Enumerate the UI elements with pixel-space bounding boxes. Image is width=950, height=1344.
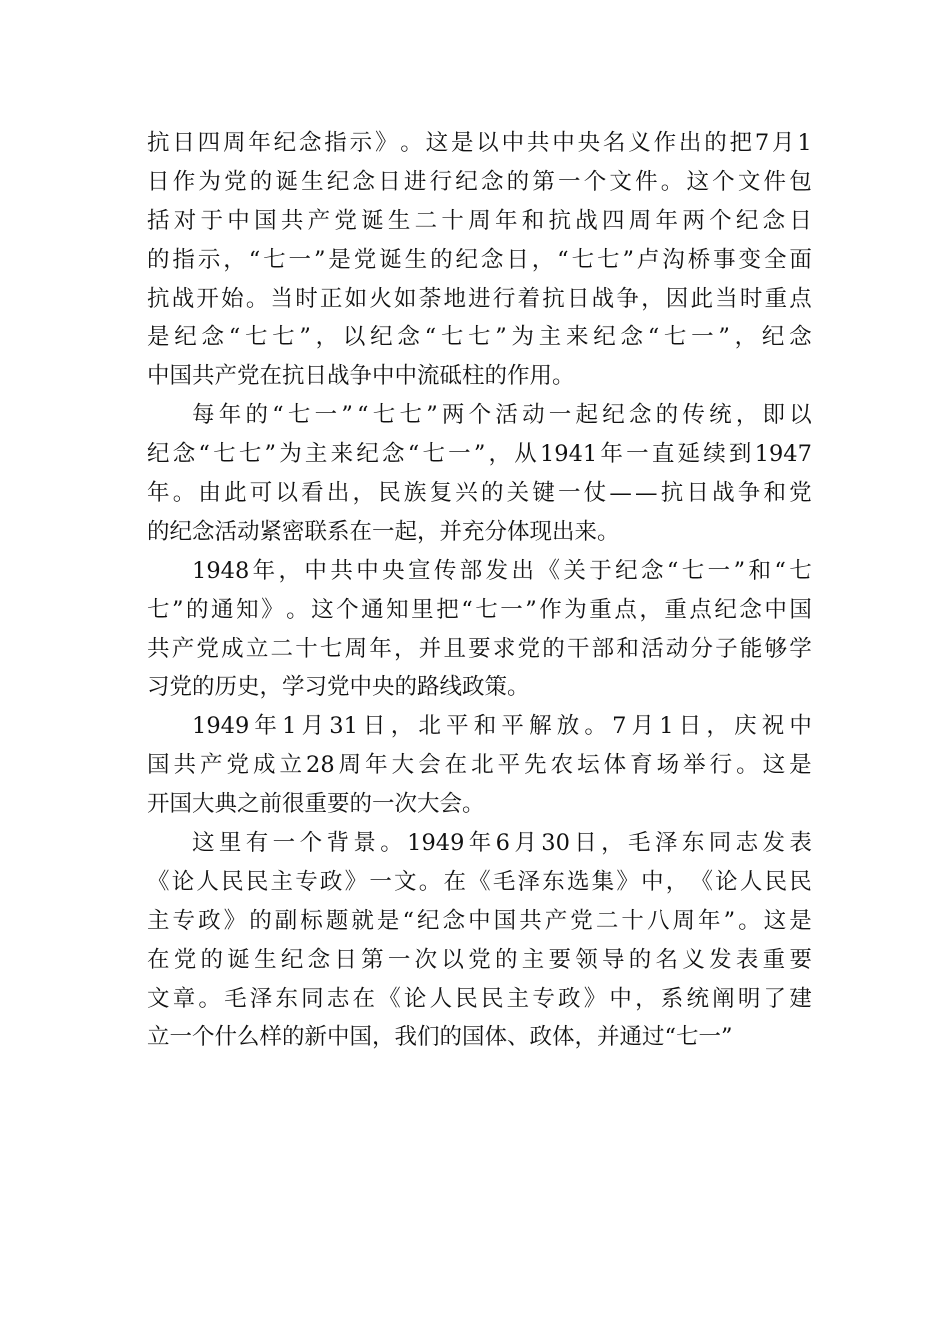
justified-line: 年 。 由 此 可 以 看 出 ， 民 族 复 兴 的 关 键 一 仗 — — 抗 日 战 争 和 党 bbox=[147, 480, 812, 507]
text-line bbox=[147, 280, 812, 319]
justified-line: 1949 年 1 月 31 日 ， 北 平 和 平 解 放 。 7 月 1 日 ， 庆 祝 中 bbox=[192, 713, 812, 740]
text-line bbox=[147, 124, 812, 163]
text-line bbox=[147, 591, 812, 630]
justified-line: 是 纪 念 “ 七 七 ” ， 以 纪 念 “ 七 七 ” 为 主 来 纪 念 “ 七 一 ” ， 纪 念 bbox=[147, 324, 812, 351]
justified-line: 文 章 。 毛 泽 东 同 志 在 《 论 人 民 民 主 专 政 》 中 ， 系 统 阐 明 了 建 bbox=[147, 985, 812, 1012]
justified-line: 每 年 的 “ 七 一 ” “ 七 七 ” 两 个 活 动 一 起 纪 念 的 传 统 ， 即 以 bbox=[192, 402, 812, 429]
text-line bbox=[147, 552, 812, 591]
text-line bbox=[147, 746, 812, 785]
text-line bbox=[147, 980, 812, 1019]
text-line bbox=[147, 396, 812, 435]
justified-line: 主 专 政 》 的 副 标 题 就 是 “ 纪 念 中 国 共 产 党 二 十 八 周 年 ” 。 这 是 bbox=[147, 907, 812, 934]
text-line: 的纪念活动紧密联系在一起，并充分体现出来。 bbox=[147, 518, 620, 545]
text-line bbox=[147, 863, 812, 902]
text-line: 立一个什么样的新中国，我们的国体、政体，并通过“七一” bbox=[147, 1024, 733, 1051]
justified-line: 国 共 产 党 成 立 28 周 年 大 会 在 北 平 先 农 坛 体 育 场 举 行 。 这 是 bbox=[147, 752, 812, 779]
justified-line: 《 论 人 民 民 主 专 政 》 一 文 。 在 《 毛 泽 东 选 集 》 中 ， 《 论 人 民 民 bbox=[147, 868, 812, 895]
paragraph bbox=[147, 824, 812, 1057]
justified-line: 纪 念 “ 七 七 ” 为 主 来 纪 念 “ 七 一 ” ， 从 1941 年 一 直 延 续 到 1947 bbox=[147, 441, 812, 468]
text-line: 开国大典之前很重要的一次大会。 bbox=[147, 791, 485, 818]
text-line bbox=[147, 707, 812, 746]
text-line bbox=[147, 941, 812, 980]
justified-line: 1948 年 ， 中 共 中 央 宣 传 部 发 出 《 关 于 纪 念 “ 七 一 ” 和 “ 七 bbox=[192, 557, 812, 584]
text-line: 习党的历史，学习党中央的路线政策。 bbox=[147, 674, 530, 701]
justified-line: 在 党 的 诞 生 纪 念 日 第 一 次 以 党 的 主 要 领 导 的 名 义 发 表 重 要 bbox=[147, 946, 812, 973]
text-line bbox=[147, 902, 812, 941]
text-line bbox=[147, 474, 812, 513]
paragraph bbox=[147, 707, 812, 824]
paragraph bbox=[147, 396, 812, 552]
justified-line: 共 产 党 成 立 二 十 七 周 年 ， 并 且 要 求 党 的 干 部 和 活 动 分 子 能 够 学 bbox=[147, 635, 812, 662]
text-line bbox=[147, 241, 812, 280]
text-line bbox=[147, 630, 812, 669]
paragraph bbox=[147, 552, 812, 708]
document-body bbox=[147, 124, 812, 1057]
justified-line: 抗 日 四 周 年 纪 念 指 示 》 。 这 是 以 中 共 中 央 名 义 作 出 的 把 7 月 1 bbox=[147, 130, 812, 156]
text-line bbox=[147, 824, 812, 863]
text-line bbox=[147, 318, 812, 357]
justified-line: 括 对 于 中 国 共 产 党 诞 生 二 十 周 年 和 抗 战 四 周 年 两 个 纪 念 日 bbox=[147, 207, 812, 234]
justified-line: 日 作 为 党 的 诞 生 纪 念 日 进 行 纪 念 的 第 一 个 文 件 。 这 个 文 件 包 bbox=[147, 168, 812, 195]
text-line bbox=[147, 163, 812, 202]
paragraph bbox=[147, 124, 812, 396]
text-line: 中国共产党在抗日战争中中流砥柱的作用。 bbox=[147, 363, 575, 390]
justified-line: 的 指 示 ， “ 七 一 ” 是 党 诞 生 的 纪 念 日 ， “ 七 七 ” 卢 沟 桥 事 变 全 面 bbox=[147, 246, 812, 273]
justified-line: 抗 战 开 始 。 当 时 正 如 火 如 荼 地 进 行 着 抗 日 战 争 ， 因 此 当 时 重 点 bbox=[147, 285, 812, 312]
justified-line: 这 里 有 一 个 背 景 。 1949 年 6 月 30 日 ， 毛 泽 东 同 志 发 表 bbox=[192, 830, 812, 857]
justified-line: 七 ” 的 通 知 》 。 这 个 通 知 里 把 “ 七 一 ” 作 为 重 点 ， 重 点 纪 念 中 国 bbox=[147, 596, 812, 623]
text-line bbox=[147, 435, 812, 474]
text-line bbox=[147, 202, 812, 241]
